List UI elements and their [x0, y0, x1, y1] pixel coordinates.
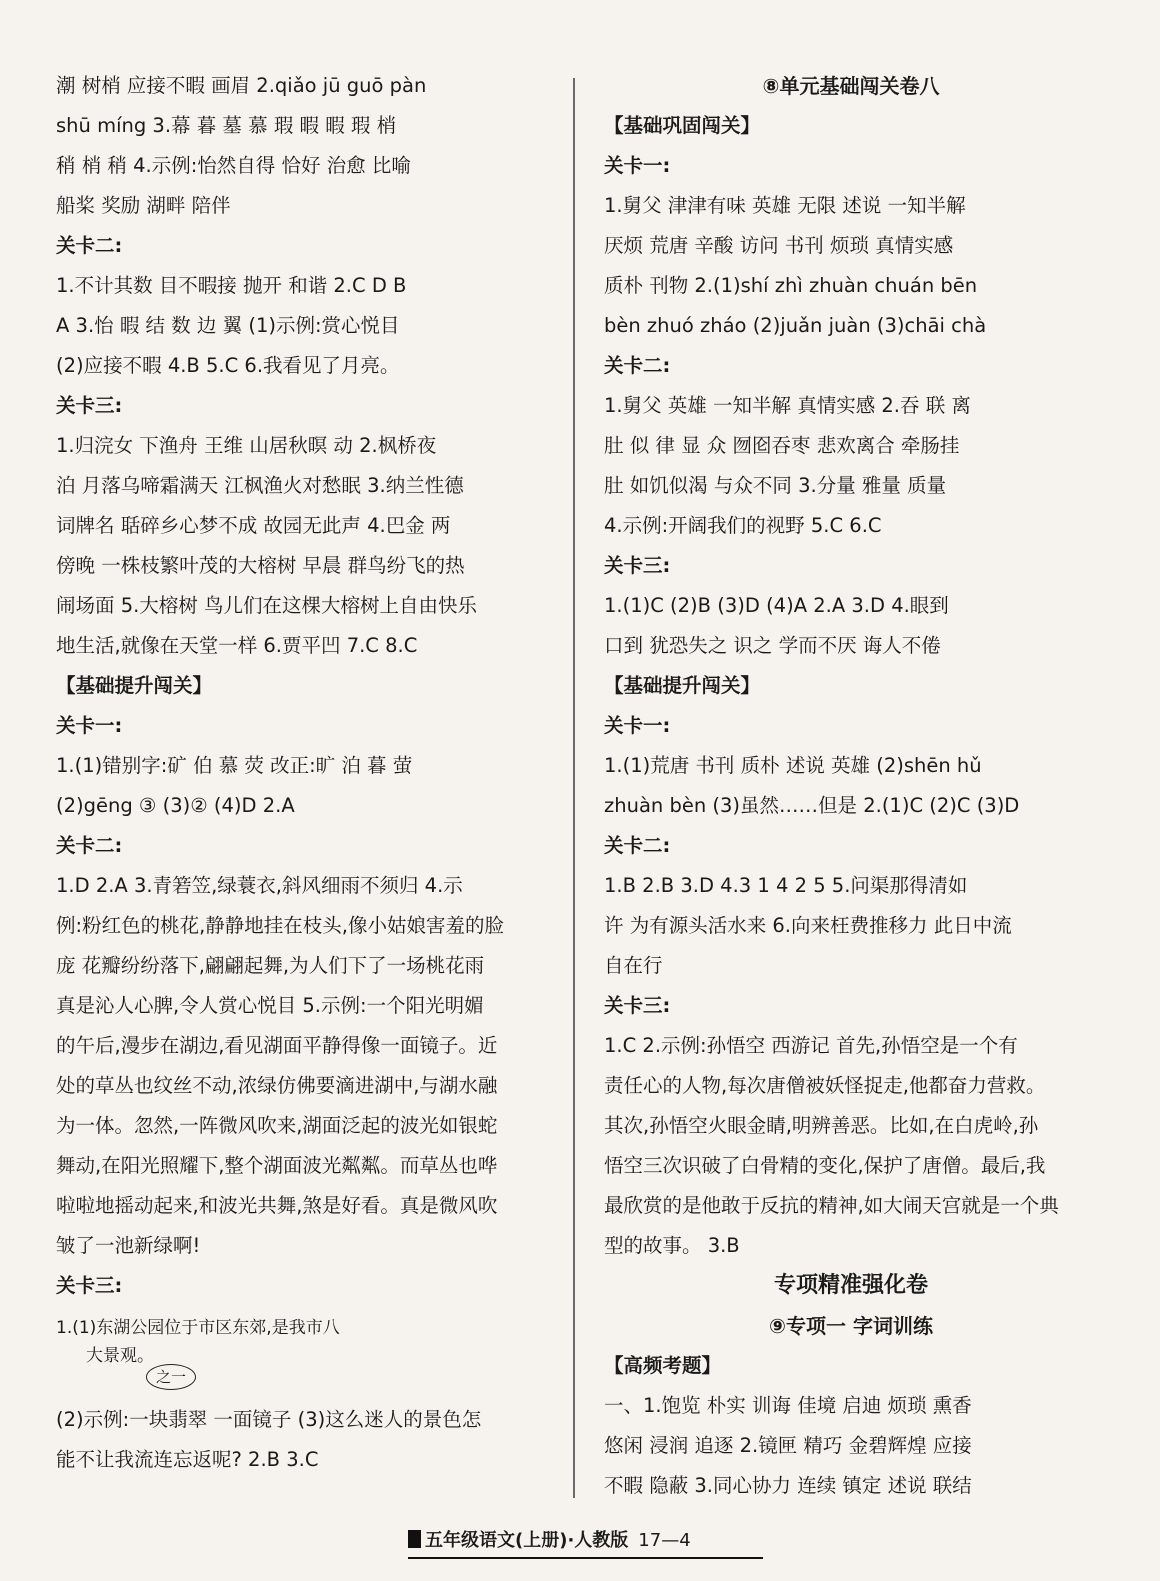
answer-line: 的午后,漫步在湖边,看见湖面平静得像一面镜子。近	[56, 1034, 498, 1057]
circled-insertion: 之一	[146, 1364, 196, 1390]
column-divider	[573, 78, 575, 1498]
answer-line: 处的草丛也纹丝不动,浓绿仿佛要滴进湖中,与湖水融	[56, 1074, 498, 1097]
answer-line: 闹场面 5.大榕树 鸟儿们在这棵大榕树上自由快乐	[56, 594, 478, 617]
answer-line: shū míng 3.幕 暮 墓 慕 瑕 暇 暇 瑕 梢	[56, 114, 397, 137]
answer-line: (2)gēng ③ (3)② (4)D 2.A	[56, 794, 295, 817]
answer-line: 1.不计其数 目不暇接 抛开 和谐 2.C D B	[56, 274, 407, 297]
answer-line: 自在行	[604, 954, 663, 977]
level-heading: 关卡二:	[56, 834, 123, 857]
left-column	[56, 66, 550, 1480]
answer-line: 1.(1)错别字:矿 伯 慕 荧 改正:旷 泊 暮 萤	[56, 754, 413, 777]
answer-line: 啦啦地摇动起来,和波光共舞,煞是好看。真是微风吹	[56, 1194, 498, 1217]
level-heading: 关卡三:	[56, 394, 123, 417]
answer-line: 庞 花瓣纷纷落下,翩翩起舞,为人们下了一场桃花雨	[56, 954, 485, 977]
answer-line: 1.归浣女 下渔舟 王维 山居秋暝 动 2.枫桥夜	[56, 434, 437, 457]
answer-line: 质朴 刊物 2.(1)shí zhì zhuàn chuán bēn	[604, 274, 978, 297]
level-heading: 关卡二:	[604, 834, 671, 857]
answer-line: (2)示例:一块翡翠 一面镜子 (3)这么迷人的景色怎	[56, 1408, 482, 1431]
section-heading: 【基础巩固闯关】	[604, 114, 761, 137]
level-heading: 关卡三:	[604, 994, 671, 1017]
answer-line: 4.示例:开阔我们的视野 5.C 6.C	[604, 514, 882, 537]
answer-line: 例:粉红色的桃花,静静地挂在枝头,像小姑娘害羞的脸	[56, 914, 504, 937]
handwritten-line-1: 1.(1)东湖公园位于市区东郊,是我市八	[56, 1318, 340, 1338]
answer-line: 泊 月落乌啼霜满天 江枫渔火对愁眠 3.纳兰性德	[56, 474, 464, 497]
answer-line: (2)应接不暇 4.B 5.C 6.我看见了月亮。	[56, 354, 400, 377]
paper-title: ⑨专项一 字词训练	[769, 1314, 933, 1338]
page-footer	[408, 1526, 691, 1556]
answer-line: 能不让我流连忘返呢? 2.B 3.C	[56, 1448, 319, 1471]
answer-line: 皱了一池新绿啊!	[56, 1234, 201, 1257]
answer-line: 傍晚 一株枝繁叶茂的大榕树 早晨 群鸟纷飞的热	[56, 554, 465, 577]
answer-line: 一、1.饱览 朴实 训诲 佳境 启迪 烦琐 熏香	[604, 1394, 972, 1417]
handwritten-answer	[56, 1306, 550, 1400]
answer-line: 1.C 2.示例:孙悟空 西游记 首先,孙悟空是一个有	[604, 1034, 1018, 1057]
answer-line: 为一体。忽然,一阵微风吹来,湖面泛起的波光如银蛇	[56, 1114, 498, 1137]
level-heading: 关卡二:	[604, 354, 671, 377]
answer-line: 型的故事。 3.B	[604, 1234, 740, 1257]
answer-line: 最欣赏的是他敢于反抗的精神,如大闹天宫就是一个典	[604, 1194, 1059, 1217]
right-column	[604, 66, 1098, 1506]
answer-line: 船桨 奖励 湖畔 陪伴	[56, 194, 231, 217]
answer-line: 1.D 2.A 3.青箬笠,绿蓑衣,斜风细雨不须归 4.示	[56, 874, 463, 897]
paper-title: 专项精准强化卷	[773, 1273, 928, 1298]
level-heading: 关卡一:	[604, 154, 671, 177]
answer-line: 1.舅父 津津有味 英雄 无限 述说 一知半解	[604, 194, 966, 217]
level-heading: 关卡三:	[56, 1274, 123, 1297]
answer-line: zhuàn bèn (3)虽然……但是 2.(1)C (2)C (3)D	[604, 794, 1020, 817]
left-answers	[56, 66, 550, 1306]
handwritten-line-2: 大景观。	[86, 1346, 154, 1366]
answer-line: 1.(1)荒唐 书刊 质朴 述说 英雄 (2)shēn hǔ	[604, 754, 982, 777]
level-heading: 关卡三:	[604, 554, 671, 577]
footer-book-label: 五年级语文(上册)·人教版	[425, 1530, 629, 1551]
answer-line: 其次,孙悟空火眼金睛,明辨善恶。比如,在白虎岭,孙	[604, 1114, 1039, 1137]
answer-line: 潮 树梢 应接不暇 画眉 2.qiǎo jū guō pàn	[56, 74, 427, 97]
answer-line: 口到 犹恐失之 识之 学而不厌 诲人不倦	[604, 634, 941, 657]
section-heading: 【基础提升闯关】	[56, 674, 213, 697]
answer-line: 厌烦 荒唐 辛酸 访问 书刊 烦琐 真情实感	[604, 234, 954, 257]
level-heading: 关卡一:	[604, 714, 671, 737]
answer-line: 责任心的人物,每次唐僧被妖怪捉走,他都奋力营救。	[604, 1074, 1046, 1097]
answer-line: 肚 如饥似渴 与众不同 3.分量 雅量 质量	[604, 474, 947, 497]
answer-line: A 3.怡 暇 结 数 边 翼 (1)示例:赏心悦目	[56, 314, 400, 337]
answer-line: 词牌名 聒碎乡心梦不成 故园无此声 4.巴金 两	[56, 514, 451, 537]
page-number: 17—4	[638, 1530, 691, 1551]
answer-line: 1.B 2.B 3.D 4.3 1 4 2 5 5.问渠那得清如	[604, 874, 968, 897]
section-heading: 【高频考题】	[604, 1354, 722, 1377]
answer-line: 许 为有源头活水来 6.向来枉费推移力 此日中流	[604, 914, 1012, 937]
level-heading: 关卡一:	[56, 714, 123, 737]
answer-line: 肚 似 律 显 众 囫囵吞枣 悲欢离合 牵肠挂	[604, 434, 960, 457]
answer-line: 悟空三次识破了白骨精的变化,保护了唐僧。最后,我	[604, 1154, 1046, 1177]
answer-line: 悠闲 浸润 追逐 2.镜匣 精巧 金碧辉煌 应接	[604, 1434, 972, 1457]
answer-line: 舞动,在阳光照耀下,整个湖面波光粼粼。而草丛也哗	[56, 1154, 498, 1177]
answer-line: bèn zhuó zháo (2)juǎn juàn (3)chāi chà	[604, 314, 987, 337]
answer-line: 1.舅父 英雄 一知半解 真情实感 2.吞 联 离	[604, 394, 971, 417]
answer-line: 稍 梢 稍 4.示例:怡然自得 恰好 治愈 比喻	[56, 154, 411, 177]
answer-line: 真是沁人心脾,令人赏心悦目 5.示例:一个阳光明媚	[56, 994, 484, 1017]
answer-line: 地生活,就像在天堂一样 6.贾平凹 7.C 8.C	[56, 634, 418, 657]
footer-square-icon	[408, 1530, 421, 1548]
level-heading: 关卡二:	[56, 234, 123, 257]
footer-rule	[408, 1557, 763, 1559]
answer-line: 1.(1)C (2)B (3)D (4)A 2.A 3.D 4.眼到	[604, 594, 949, 617]
right-answers	[604, 66, 1098, 1506]
left-answers-tail	[56, 1400, 550, 1480]
answer-line: 不暇 隐蔽 3.同心协力 连续 镇定 述说 联结	[604, 1474, 972, 1497]
section-heading: 【基础提升闯关】	[604, 674, 761, 697]
paper-title: ⑧单元基础闯关卷八	[762, 74, 940, 98]
